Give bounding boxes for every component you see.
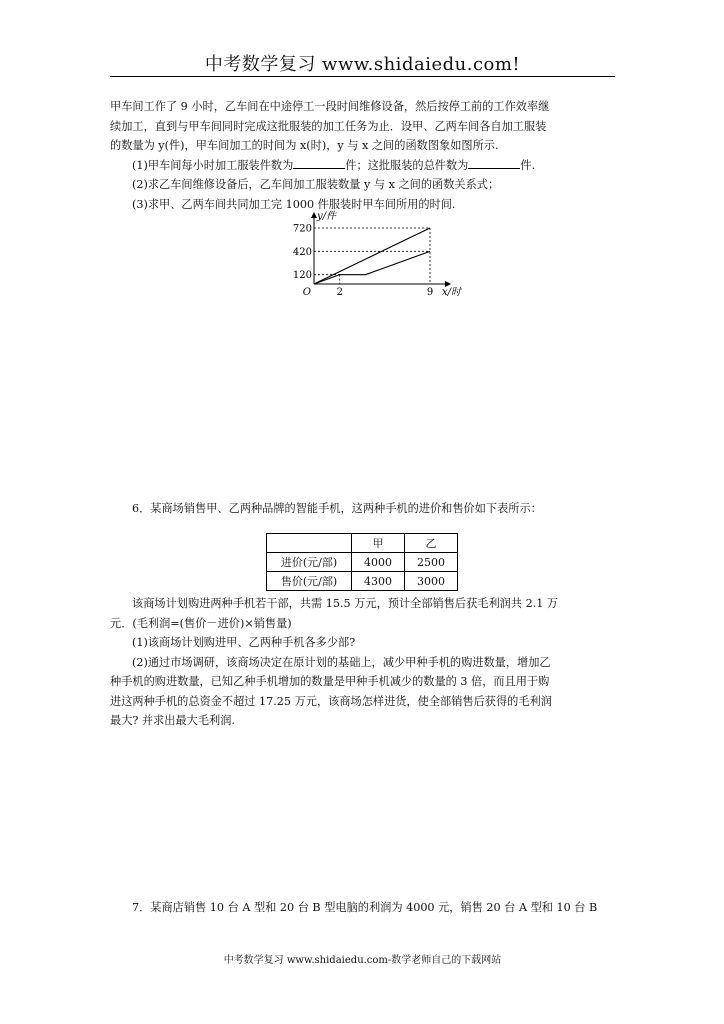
table-header-cell: 甲 xyxy=(352,534,405,553)
y-axis-label: y/件 xyxy=(317,211,337,222)
problem-5-question-3: (3)求甲、乙两车间共同加工完 1000 件服装时甲车间所用的时间. xyxy=(132,197,456,211)
page-footer: 中考数学复习 www.shidaiedu.com-数学老师自己的下载网站 xyxy=(223,955,502,966)
problem-5 xyxy=(110,97,615,214)
graph-series xyxy=(314,228,430,284)
problem-5-intro-line: 甲车间工作了 9 小时，乙车间在中途停工一段时间维修设备，然后按停工前的工作效率继 xyxy=(110,100,550,113)
problem-5-question-2: (2)求乙车间维修设备后，乙车间加工服装数量 y 与 x 之间的函数关系式； xyxy=(132,178,500,191)
table-cell: 3000 xyxy=(405,572,458,591)
y-tick-label: 120 xyxy=(292,270,312,282)
price-table xyxy=(266,533,458,591)
problem-6-question-2: (2)通过市场调研，该商场决定在原计划的基础上，减少甲种手机的购进数量，增加乙 xyxy=(132,655,551,669)
x-tick-label: 2 xyxy=(336,287,343,298)
table-row xyxy=(267,553,458,572)
problem-5-intro-line: 的数量为 y(件)，甲车间加工的时间为 x(时)，y 与 x 之间的函数图象如图所示. xyxy=(110,139,499,152)
x-tick-label: 9 xyxy=(426,287,434,298)
problem-6-line: 该商场计划购进两种手机若干部，共需 15.5 万元，预计全部销售后获毛利润共 2.1 万 xyxy=(132,597,559,610)
header-rule xyxy=(110,76,615,77)
problem-6-line: 6．某商场销售甲、乙两种品牌的智能手机，这两种手机的进价和售价如下表所示： xyxy=(132,502,542,515)
problem-6 xyxy=(110,499,615,519)
problem-5-question-1 xyxy=(110,156,615,176)
table-cell: 进价(元/部) xyxy=(267,553,352,572)
x-axis-label: x/时 xyxy=(442,287,462,298)
y-tick-label: 420 xyxy=(292,246,312,258)
table-header-row xyxy=(267,534,458,553)
problem-6-line: 元．(毛利润=(售价－进价)×销售量) xyxy=(110,616,292,630)
table-cell: 4000 xyxy=(352,553,405,572)
table-cell: 2500 xyxy=(405,553,458,572)
function-graph xyxy=(292,210,462,302)
problem-6-question-1: (1)该商场计划购进甲、乙两种手机各多少部? xyxy=(132,636,356,649)
page-header-title: 中考数学复习 www.shidaiedu.com! xyxy=(204,54,521,75)
problem-6-body xyxy=(110,594,615,731)
origin-label: O xyxy=(302,287,311,298)
problem-7-line: 7．某商店销售 10 台 A 型和 20 台 B 型电脑的利润为 4000 元，销售 20 台 A 型和 10 台 B xyxy=(132,901,598,914)
problem-6-question-2: 种手机的购进数量，已知乙种手机增加的数量是甲种手机减少的数量的 3 倍，而且用于购 xyxy=(110,675,550,688)
answer-blank[interactable] xyxy=(293,157,345,169)
table-cell: 售价(元/部) xyxy=(267,572,352,591)
graph-labels xyxy=(293,210,463,298)
table-cell: 4300 xyxy=(352,572,405,591)
table-row xyxy=(267,572,458,591)
table-header-cell xyxy=(267,534,352,553)
q1-text-b: 件；这批服装的总件数为 xyxy=(345,158,469,172)
problem-6-question-2: 最大? 并求出最大毛利润. xyxy=(110,714,235,727)
answer-blank[interactable] xyxy=(468,157,520,169)
problem-6-question-2: 进这两种手机的总资金不超过 17.25 万元，该商场怎样进货，使全部销售后获得的毛利润 xyxy=(110,694,552,708)
series-line-1 xyxy=(314,228,430,284)
q1-text-a: (1)甲车间每小时加工服装件数为 xyxy=(132,158,294,172)
problem-5-intro-line: 续加工，直到与甲车间同时完成这批服装的加工任务为止．设甲、乙两车间各自加工服装 xyxy=(110,119,547,133)
table-header-cell: 乙 xyxy=(405,534,458,553)
y-tick-label: 720 xyxy=(292,223,312,235)
problem-7 xyxy=(110,898,615,918)
q1-text-c: 件. xyxy=(520,158,536,172)
